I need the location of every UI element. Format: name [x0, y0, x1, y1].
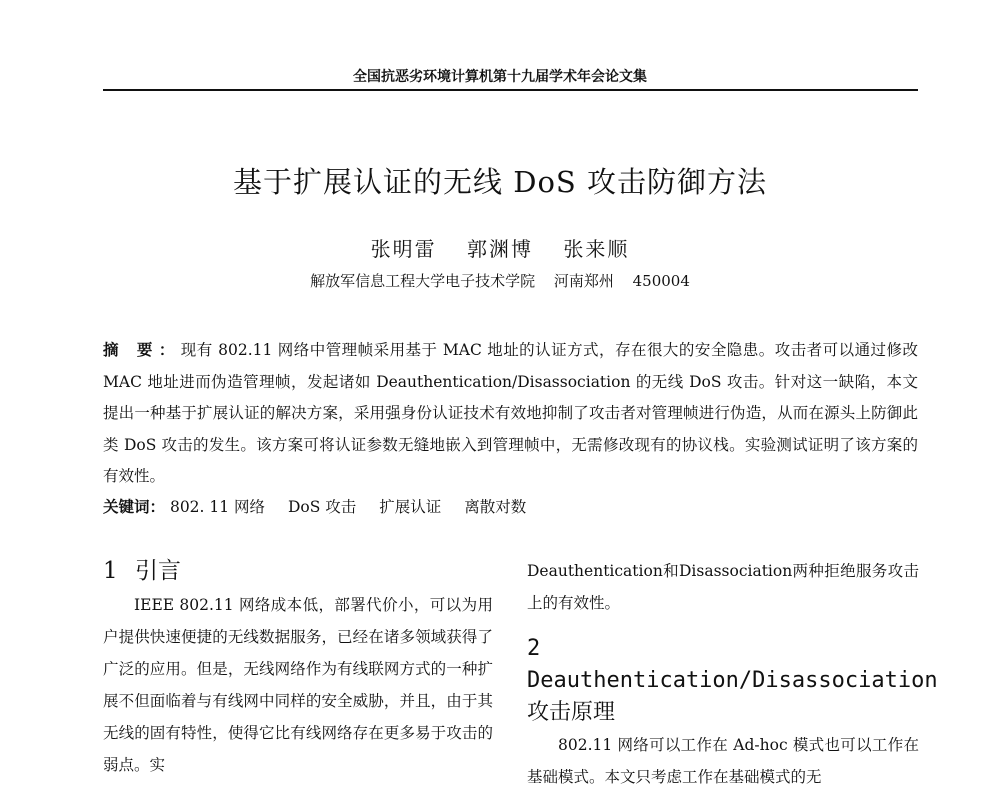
keywords-label: 关键词： [103, 497, 166, 516]
right-column [527, 555, 938, 793]
section-2-paragraph: 802.11 网络可以工作在 Ad-hoc 模式也可以工作在基础模式。本文只考虑工作在基础模式的无 [527, 736, 919, 786]
section-1-paragraph: IEEE 802.11 网络成本低，部署代价小，可以为用户提供快速便捷的无线数据服务，已经在诸多领域获得了广泛的应用。但是，无线网络作为有线联网方式的一种扩展不但面临着与有线网中同样的安全威胁，并且，由于其无线的固有特性，使得它比有线网络存在更多易于攻击的弱点。实 [103, 596, 493, 774]
abstract-text: 现有 802.11 网络中管理帧采用基于 MAC 地址的认证方式，存在很大的安全隐患。攻击者可以通过修改 MAC 地址进而伪造管理帧，发起诸如 Deauthentication/Disassociation 的无线 DoS 攻击。针对这一缺陷，本文提出一种基于扩展认证的解决方案，采用强身份认证技术有效地抑制了攻击者对管理帧进行伪造，从而在源头上防御此类 DoS 攻击的发生。该方案可将认证参数无缝地嵌入到管理帧中，无需修改现有的协议栈。实验测试证明了该方案的有效性。 [103, 341, 918, 485]
paper-authors: 张明雷 郭渊博 张来顺 [370, 237, 630, 261]
left-column [103, 555, 493, 781]
paper-affiliation: 解放军信息工程大学电子技术学院 河南郑州 450004 [310, 272, 690, 290]
continued-paragraph: Deauthentication和Disassociation两种拒绝服务攻击上的有效性。 [527, 562, 919, 612]
section-2-heading: 2 Deauthentication/Disassociation 攻击原理 [527, 636, 938, 725]
keyword-item: DoS 攻击 [287, 498, 357, 516]
header-rule [103, 89, 918, 91]
section-1-heading: 1 引言 [103, 558, 181, 584]
running-head: 全国抗恶劣环境计算机第十九届学术年会论文集 [353, 69, 647, 85]
keyword-item: 离散对数 [464, 498, 527, 516]
keyword-item: 扩展认证 [379, 498, 442, 516]
keyword-item: 802. 11 网络 [169, 498, 266, 516]
abstract-label: 摘 要： [103, 340, 181, 359]
paper-title: 基于扩展认证的无线 DoS 攻击防御方法 [232, 165, 767, 199]
keywords [103, 492, 918, 522]
abstract [103, 334, 918, 493]
